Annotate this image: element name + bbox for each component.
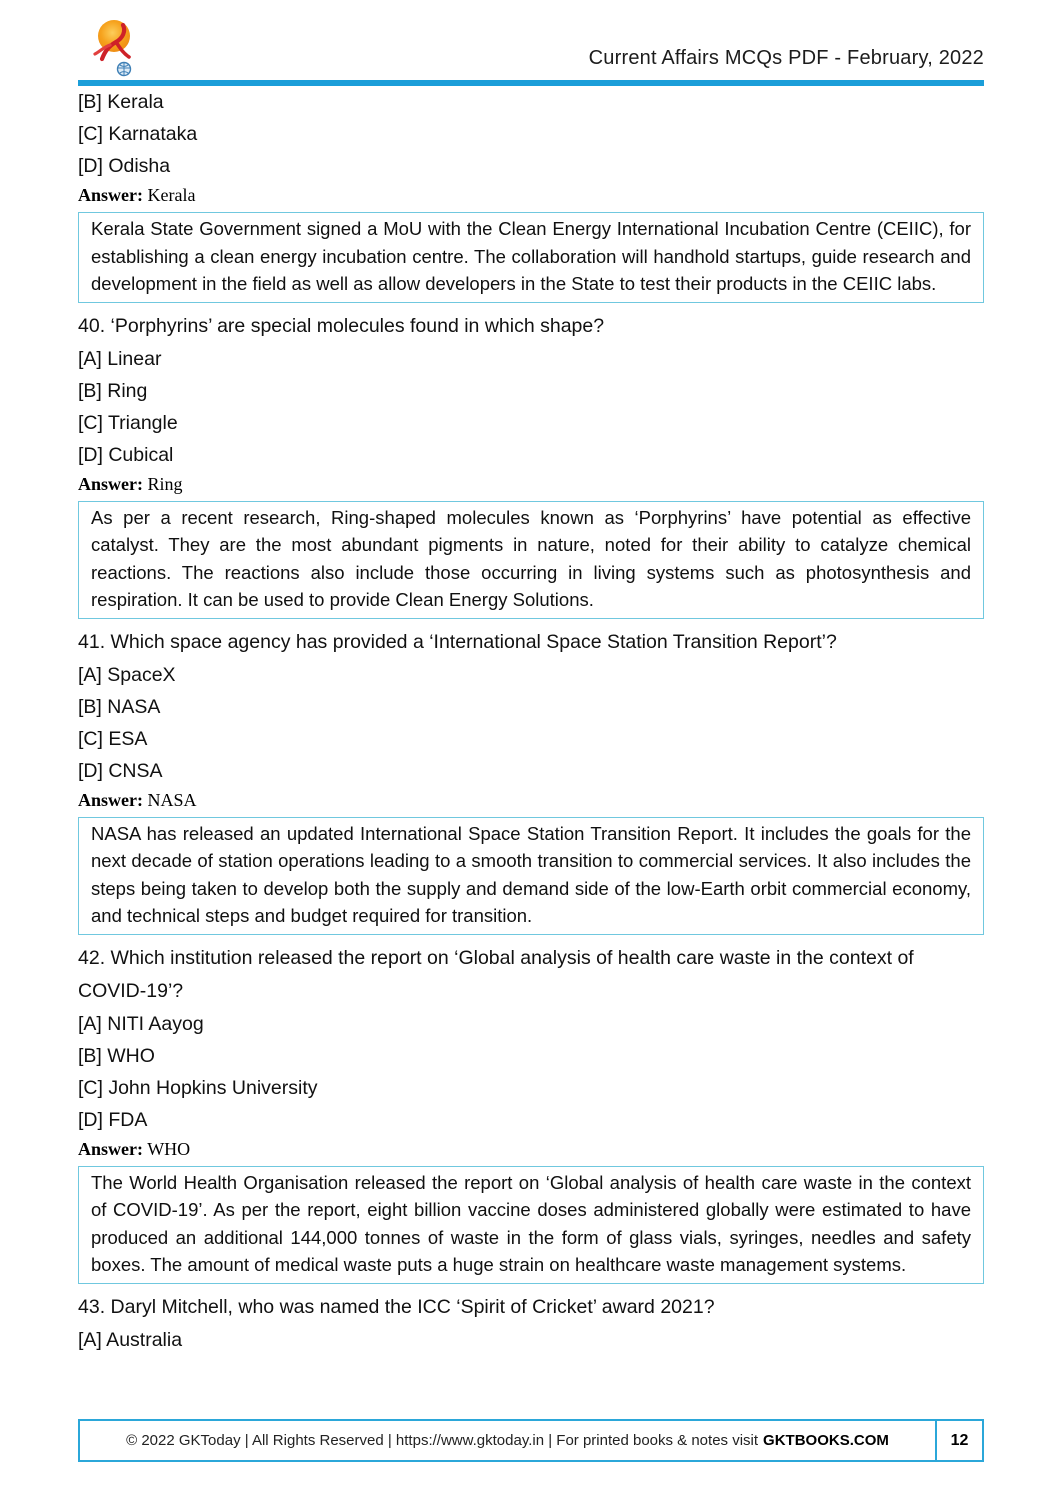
answer-value: NASA bbox=[147, 789, 197, 810]
option-line: [B] NASA bbox=[78, 695, 161, 718]
answer-label: Answer: bbox=[78, 789, 143, 810]
option-line: [A] SpaceX bbox=[78, 663, 176, 686]
question-title: 41. Which space agency has provided a ‘International Space Station Transition Report’? bbox=[78, 630, 837, 653]
footer-bar bbox=[78, 1419, 984, 1462]
footer-brand: GKTBOOKS.COM bbox=[763, 1432, 889, 1449]
option-line: [C] Karnataka bbox=[78, 123, 198, 145]
question-title: 43. Daryl Mitchell, who was named the ICC ‘Spirit of Cricket’ award 2021? bbox=[78, 1295, 715, 1318]
explanation-box: NASA has released an updated International Space Station Transition Report. It includes the goals for the next decade of station operations leading to a smooth transition to commercial services. It also includes the steps being taken to develop both the supply and demand side of the low-Earth orbit commercial economy, and technical steps and budget required for transition. bbox=[78, 817, 984, 935]
answer-line bbox=[78, 471, 984, 497]
option-line: [A] Australia bbox=[78, 1328, 183, 1351]
answer-value: WHO bbox=[147, 1138, 191, 1159]
option-line: [C] ESA bbox=[78, 727, 148, 750]
header-title: Current Affairs MCQs PDF - February, 2022 bbox=[588, 47, 984, 69]
option-line: [D] Odisha bbox=[78, 155, 171, 177]
explanation-box: As per a recent research, Ring-shaped molecules known as ‘Porphyrins’ have potential as effective catalyst. They are the most abundant pigments in nature, noted for their ability to catalyze chemical reactions. The reactions also include those occurring in living systems such as photosynthesis and respiration. It can be used to provide Clean Energy Solutions. bbox=[78, 501, 984, 619]
gktoday-logo bbox=[90, 18, 138, 78]
option-line: [D] Cubical bbox=[78, 443, 174, 466]
answer-value: Ring bbox=[147, 473, 183, 494]
footer-text bbox=[80, 1421, 935, 1460]
question-title: 40. ‘Porphyrins’ are special molecules found in which shape? bbox=[78, 314, 605, 337]
page-number: 12 bbox=[935, 1421, 982, 1460]
answer-value: Kerala bbox=[147, 185, 196, 205]
explanation-box: The World Health Organisation released the report on ‘Global analysis of health care waste in the context of COVID-19’. As per the report, eight billion vaccine doses administered globally were estimated to have produced an additional 144,000 tonnes of waste in the form of glass vials, syringes, needles and safety boxes. The amount of medical waste puts a huge strain on healthcare waste management systems. bbox=[78, 1166, 984, 1284]
option-line: [A] Linear bbox=[78, 347, 162, 370]
answer-label: Answer: bbox=[78, 185, 143, 205]
explanation-box: Kerala State Government signed a MoU with the Clean Energy International Incubation Centre (CEIIC), for establishing a clean energy incubation centre. The collaboration will handhold startups, guide research and development in the field as well as allow developers in the State to test their products in the CEIIC labs. bbox=[78, 212, 984, 303]
answer-label: Answer: bbox=[78, 473, 143, 494]
answer-line bbox=[78, 787, 984, 813]
option-line: [D] FDA bbox=[78, 1108, 148, 1131]
answer-label: Answer: bbox=[78, 1138, 143, 1159]
option-line: [B] Kerala bbox=[78, 91, 164, 113]
option-line: [A] NITI Aayog bbox=[78, 1012, 204, 1035]
page-header bbox=[78, 0, 984, 80]
option-line: [D] CNSA bbox=[78, 759, 163, 782]
option-line: [C] John Hopkins University bbox=[78, 1076, 318, 1099]
footer-copyright: © 2022 GKToday | All Rights Reserved | https://www.gktoday.in | For printed books & notes visit bbox=[126, 1432, 759, 1449]
question-title: 42. Which institution released the report on ‘Global analysis of health care waste in the context of COVID-19’? bbox=[78, 946, 914, 1002]
answer-line bbox=[78, 1136, 984, 1162]
option-line: [B] WHO bbox=[78, 1044, 155, 1067]
answer-line bbox=[78, 182, 984, 208]
option-line: [B] Ring bbox=[78, 379, 148, 402]
option-line: [C] Triangle bbox=[78, 411, 178, 434]
